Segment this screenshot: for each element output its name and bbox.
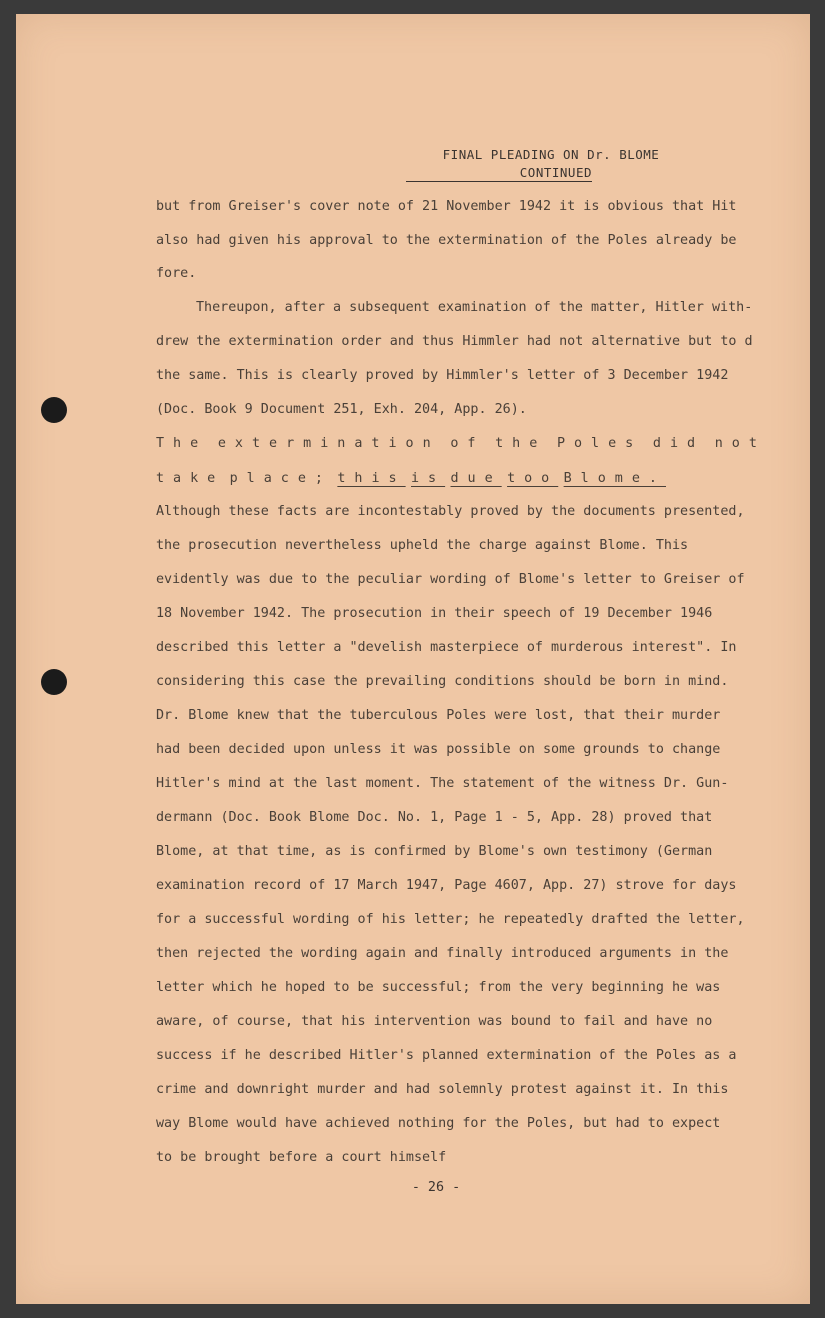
text-line: evidently was due to the peculiar wording of Blome's letter to Greiser of [156, 572, 745, 587]
underlined-word: due [450, 471, 502, 486]
text-line: Hitler's mind at the last moment. The statement of the witness Dr. Gun- [156, 776, 729, 791]
text-line: for a successful wording of his letter; he repeatedly drafted the letter, [156, 912, 745, 927]
text-line: examination record of 17 March 1947, Page 4607, App. 27) strove for days [156, 878, 737, 893]
text-line: success if he described Hitler's planned extermination of the Poles as a [156, 1048, 737, 1063]
page-heading: FINAL PLEADING ON Dr. BLOME [442, 147, 660, 162]
text-line: fore. [156, 266, 197, 281]
text-line: (Doc. Book 9 Document 251, Exh. 204, App. 26). [156, 402, 527, 417]
spaced-emphasis-line [156, 471, 666, 487]
spaced-word: not [714, 436, 766, 451]
text-line: 18 November 1942. The prosecution in their speech of 19 December 1946 [156, 606, 713, 621]
spaced-word: place; [229, 471, 332, 486]
underlined-word: is [411, 471, 446, 486]
text-line: crime and downright murder and had solemnly protest against it. In this [156, 1082, 729, 1097]
punch-hole [41, 397, 67, 423]
page-number: - 26 - [411, 1180, 461, 1195]
text-line: dermann (Doc. Book Blome Doc. No. 1, Page 1 - 5, App. 28) proved that [156, 810, 713, 825]
text-line: but from Greiser's cover note of 21 November 1942 it is obvious that Hit [156, 199, 737, 214]
text-line: described this letter a "develish masterpiece of murderous interest". In [156, 640, 737, 655]
spaced-word: take [156, 471, 225, 486]
underlined-word: Blome. [563, 471, 666, 486]
text-line: letter which he hoped to be successful; from the very beginning he was [156, 980, 721, 995]
text-line: the prosecution nevertheless upheld the charge against Blome. This [156, 538, 689, 553]
text-line: considering this case the prevailing conditions should be born in mind. [156, 674, 729, 689]
text-line: Although these facts are incontestably proved by the documents presented, [156, 504, 745, 519]
text-line: Dr. Blome knew that the tuberculous Poles were lost, that their murder [156, 708, 721, 723]
spaced-emphasis-line [156, 436, 766, 452]
spaced-word: extermination [217, 436, 440, 451]
spaced-word: the [495, 436, 547, 451]
text-line: Blome, at that time, as is confirmed by Blome's own testimony (German [156, 844, 713, 859]
text-line: the same. This is clearly proved by Himmler's letter of 3 December 1942 [156, 368, 729, 383]
spaced-word: The [156, 436, 208, 451]
text-line: way Blome would have achieved nothing for the Poles, but had to expect [156, 1116, 721, 1131]
spaced-word: did [652, 436, 705, 451]
text-line: had been decided upon unless it was possible on some grounds to change [156, 742, 721, 757]
punch-hole [41, 669, 67, 695]
page-subheading: CONTINUED [406, 165, 592, 182]
underlined-word: this [337, 471, 406, 486]
underlined-word: too [507, 471, 559, 486]
text-line: Thereupon, after a subsequent examination of the matter, Hitler with- [196, 300, 753, 315]
text-line: drew the extermination order and thus Himmler had not alternative but to d [156, 334, 753, 349]
text-line: aware, of course, that his intervention was bound to fail and have no [156, 1014, 713, 1029]
spaced-word: Poles [556, 436, 643, 451]
text-line: then rejected the wording again and finally introduced arguments in the [156, 946, 729, 961]
text-line: to be brought before a court himself [156, 1150, 447, 1165]
text-line: also had given his approval to the extermination of the Poles already be [156, 233, 737, 248]
spaced-word: of [450, 436, 485, 451]
